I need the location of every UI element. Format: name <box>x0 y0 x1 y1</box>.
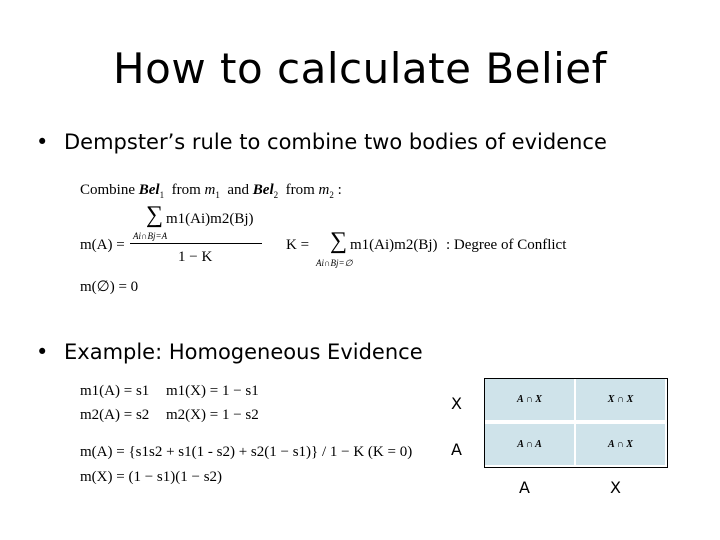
cell-x-intersect-x: X ∩ X <box>576 379 665 420</box>
col-label-x: X <box>610 478 621 497</box>
sum-symbol-left: ∑ <box>146 202 164 228</box>
cell-a-intersect-a: A ∩ A <box>485 424 574 465</box>
combined-m-a: m(A) = {s1s2 + s1(1 - s2) + s2(1 − s1)} / 1 − K (K = 0) <box>80 444 413 460</box>
k-sum-term: m1(Ai)m2(Bj) <box>350 237 438 253</box>
m2-x: m2(X) = 1 − s2 <box>166 407 259 423</box>
row-label-x: X <box>451 394 462 413</box>
bullet-example-text: Example: Homogeneous Evidence <box>64 340 423 364</box>
m2-a: m2(A) = s2 <box>80 407 150 423</box>
slide-title: How to calculate Belief <box>113 44 607 93</box>
combined-m-x: m(X) = (1 − s1)(1 − s2) <box>80 469 223 485</box>
combine-line: Combine Bel$_1$ from $m_1$ and Bel$_2$ from $m_2$ : <box>80 182 342 200</box>
cell-a-intersect-x-bottom: A ∩ X <box>576 424 665 465</box>
cell-a-intersect-x-top: A ∩ X <box>485 379 574 420</box>
k-equals: K = <box>286 237 310 253</box>
bullet-dempster-text: Dempster’s rule to combine two bodies of evidence <box>64 130 607 154</box>
col-label-a: A <box>519 478 530 497</box>
bullet-dot: • <box>36 340 49 364</box>
numerator: m1(Ai)m2(Bj) <box>166 211 254 227</box>
bullet-dempster <box>36 130 607 154</box>
bullet-dot: • <box>36 130 49 154</box>
bullet-example <box>36 340 423 364</box>
denominator: 1 − K <box>178 249 213 265</box>
fraction-line <box>130 243 262 244</box>
m-of-a: m(A) = <box>80 237 125 253</box>
m-empty-set: m(∅) = 0 <box>80 279 139 295</box>
m1-x: m1(X) = 1 − s1 <box>166 383 259 399</box>
sum-symbol-right: ∑ <box>330 228 348 254</box>
sum-subscript-right: Ai∩Bj=∅ <box>316 258 353 268</box>
grid-horizontal-divider <box>485 420 667 424</box>
degree-of-conflict: : Degree of Conflict <box>446 237 567 253</box>
m1-a: m1(A) = s1 <box>80 383 150 399</box>
sum-subscript-left: Ai∩Bj=A <box>133 231 168 241</box>
row-label-a: A <box>451 440 462 459</box>
grid-table <box>484 378 668 468</box>
